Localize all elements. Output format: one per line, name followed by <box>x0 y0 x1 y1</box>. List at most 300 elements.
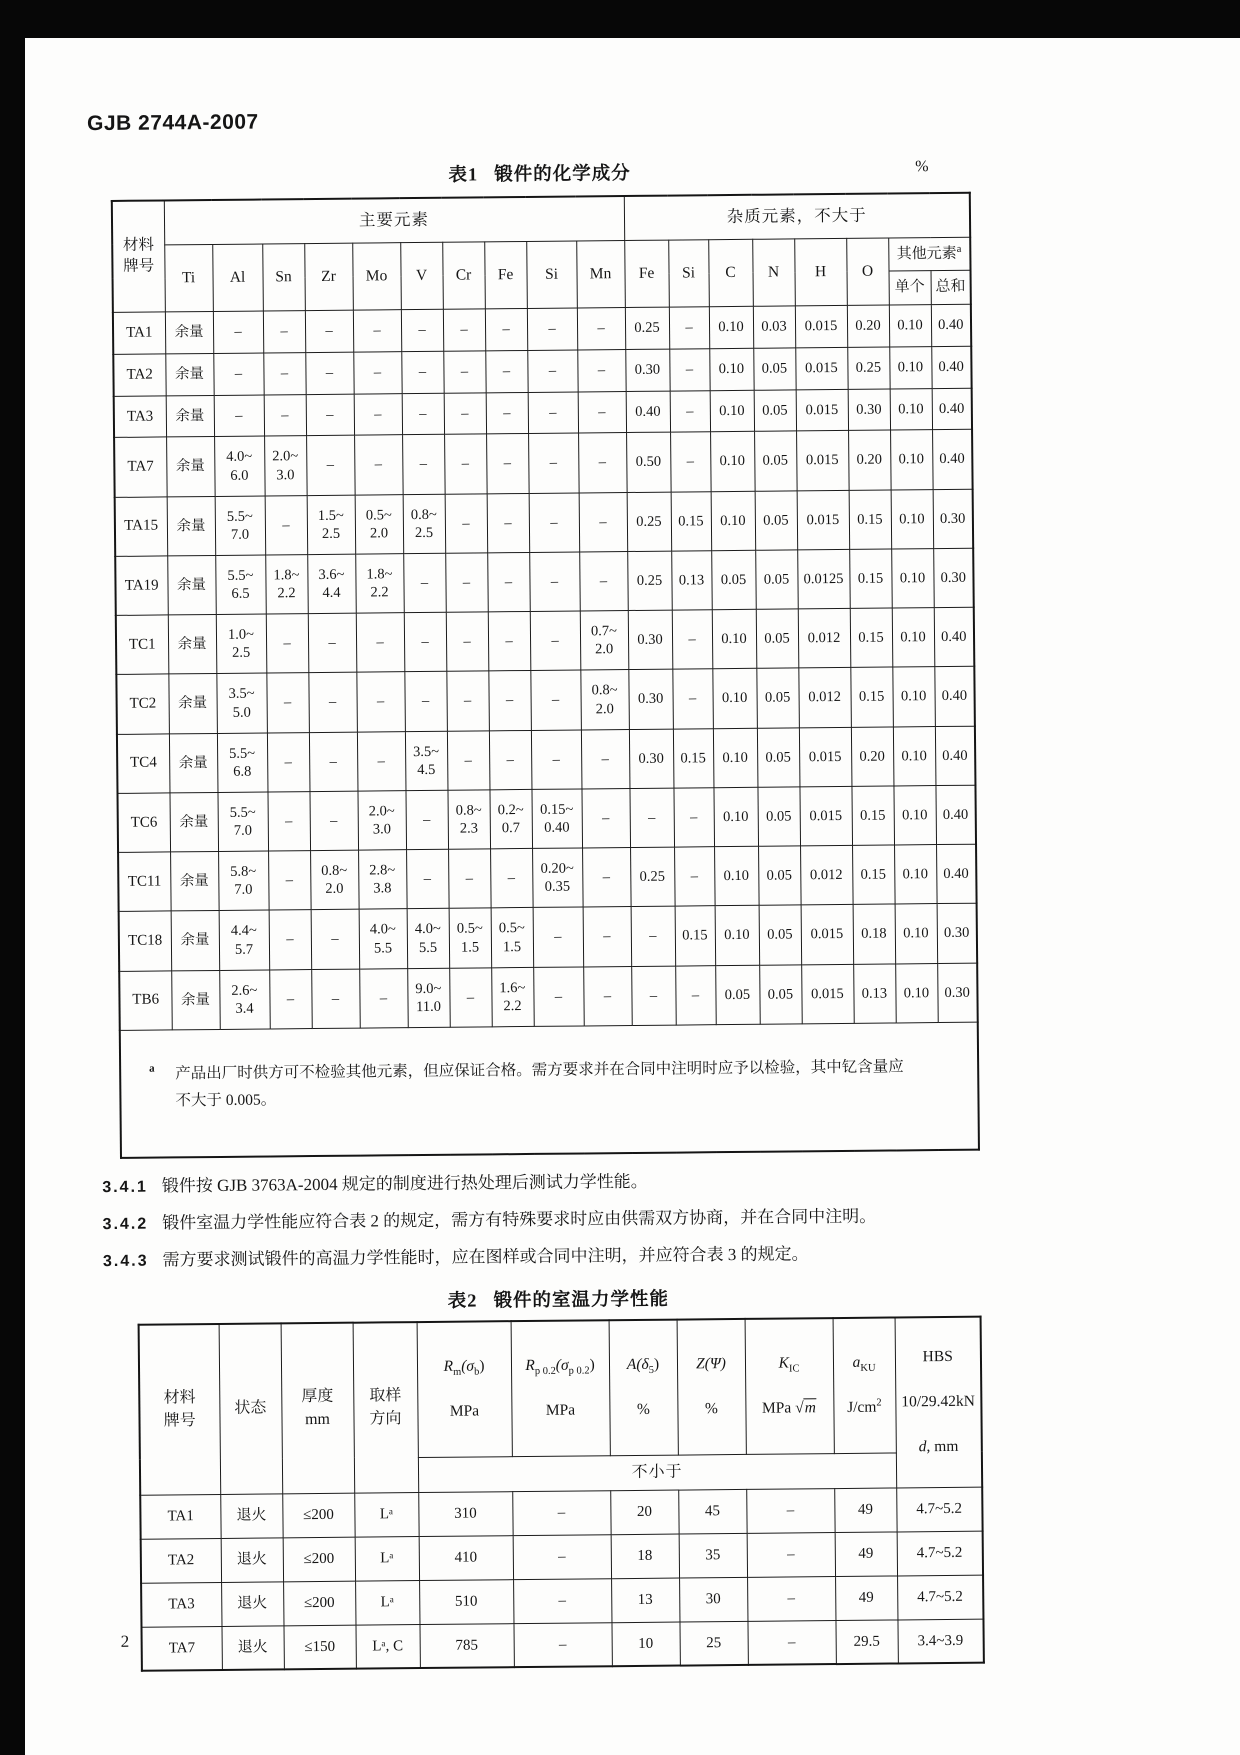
data-cell: – <box>265 495 308 555</box>
data-cell: 9.0~ 11.0 <box>407 968 450 1028</box>
data-cell: 13 <box>611 1578 679 1622</box>
data-cell: ≤200 <box>283 1537 355 1581</box>
data-cell: 0.05 <box>755 550 798 610</box>
data-cell: 1.6~ 2.2 <box>491 967 534 1027</box>
data-cell: 0.15 <box>851 786 894 846</box>
data-cell: 余量 <box>169 733 218 793</box>
table1-header-main-elements: 主要元素 <box>164 196 624 245</box>
data-cell: 310 <box>418 1492 512 1537</box>
data-cell: 0.5~ 2.0 <box>355 494 404 554</box>
data-cell: – <box>214 395 264 437</box>
table1-footnote <box>120 1022 979 1158</box>
footnote-marker: a <box>149 1062 155 1075</box>
data-cell: 0.15 <box>852 845 895 905</box>
data-cell: 0.18 <box>853 904 896 964</box>
data-cell: – <box>402 435 445 495</box>
data-cell: 0.8~ 2.0 <box>580 670 629 730</box>
table-row <box>115 489 974 556</box>
table-row <box>141 1619 983 1671</box>
data-cell: – <box>447 730 490 790</box>
data-cell: ≤200 <box>282 1493 354 1537</box>
material-grade-cell: TC6 <box>117 793 170 853</box>
data-cell: 25 <box>679 1621 747 1666</box>
data-cell: 余量 <box>171 970 220 1030</box>
data-cell: – <box>213 311 263 353</box>
table2-header-direction: 取样 方向 <box>353 1322 419 1493</box>
material-grade-cell: TC18 <box>119 911 172 971</box>
data-cell: 2.8~ 3.8 <box>358 850 407 910</box>
data-cell: 45 <box>678 1490 746 1534</box>
data-cell: 5.5~ 6.8 <box>217 733 268 793</box>
footnote-text: 产品出厂时供方可不检验其他元素，但应保证合格。需方要求并在合同中注明时应予以检验，其中钇含量应 不大于 0.005。 <box>175 1058 904 1110</box>
data-cell: – <box>445 493 488 553</box>
data-cell: – <box>513 1535 611 1580</box>
data-cell: 0.5~ 1.5 <box>491 908 534 968</box>
data-cell: 0.10 <box>710 432 755 492</box>
data-cell: – <box>530 611 581 671</box>
data-cell: 0.40 <box>936 844 977 904</box>
data-cell: – <box>446 612 489 672</box>
data-cell: 0.25 <box>630 847 675 907</box>
data-cell: 35 <box>679 1533 747 1577</box>
data-cell: 0.015 <box>801 905 854 965</box>
data-cell: 0.25 <box>625 307 669 349</box>
table2-header-row <box>139 1317 982 1460</box>
data-cell: 0.15 <box>849 490 892 550</box>
data-cell: 0.20 <box>847 305 889 347</box>
clause-number: 3.4.3 <box>102 1252 149 1270</box>
data-cell: 0.10 <box>712 669 757 729</box>
data-cell: 10 <box>611 1622 679 1667</box>
clause-number: 3.4.1 <box>102 1178 148 1197</box>
data-cell: 余量 <box>167 496 216 556</box>
data-cell: 1.8~ 2.2 <box>265 554 308 614</box>
data-cell: 0.40 <box>934 667 975 727</box>
data-cell: – <box>487 552 530 612</box>
data-cell: 4.0~ 6.0 <box>214 436 265 496</box>
material-grade-cell: TA1 <box>113 312 165 354</box>
data-cell: – <box>579 551 628 611</box>
table1-title-bar <box>110 156 968 190</box>
data-cell: 余量 <box>167 555 216 615</box>
table-row <box>119 963 978 1030</box>
data-cell: 0.15 <box>671 491 712 551</box>
table1-header-other-elements: 其他元素$^a$ <box>888 237 970 272</box>
table1-header-Sn: Sn <box>262 243 305 311</box>
data-cell: – <box>263 311 305 353</box>
data-cell: 4.7~5.2 <box>897 1531 983 1576</box>
data-cell: – <box>269 910 312 970</box>
data-cell: 0.05 <box>754 431 797 491</box>
data-cell: 49 <box>835 1532 897 1576</box>
table1-header-Si: Si <box>526 241 577 309</box>
data-cell: 0.10 <box>892 608 935 668</box>
data-cell: 49 <box>835 1576 897 1620</box>
data-cell: 0.015 <box>799 727 852 787</box>
data-cell: – <box>445 553 488 613</box>
data-cell: – <box>631 966 676 1026</box>
data-cell: 退火 <box>221 1538 283 1582</box>
data-cell: 4.0~ 5.5 <box>407 909 450 969</box>
data-cell: 0.03 <box>753 306 795 348</box>
data-cell: 余量 <box>166 437 215 497</box>
data-cell: – <box>444 434 487 494</box>
data-cell: 2.0~ 3.0 <box>264 436 307 496</box>
table-row <box>116 667 975 734</box>
data-cell: – <box>530 670 581 730</box>
data-cell: – <box>527 350 577 392</box>
data-cell: 0.10 <box>890 430 933 490</box>
data-cell: 0.15 <box>849 549 892 609</box>
data-cell: 30 <box>679 1577 747 1621</box>
data-cell: – <box>578 391 626 433</box>
table2-header-rm: $R_m(\sigma_b)$ MPa <box>417 1321 512 1457</box>
data-cell: – <box>401 309 443 351</box>
paragraph-3-4-1 <box>102 1166 1142 1199</box>
table1-header-Ti: Ti <box>164 244 213 312</box>
data-cell: 0.2~ 0.7 <box>489 789 532 849</box>
table1-unit-label: % <box>915 158 929 176</box>
table2-header-aku: $a_{KU}$ $J/cm^2$ <box>833 1317 896 1453</box>
data-cell: 余量 <box>166 395 214 437</box>
table-row <box>115 548 974 615</box>
data-cell: 5.8~ 7.0 <box>218 851 269 911</box>
data-cell: 0.05 <box>756 668 799 728</box>
data-cell: 0.015 <box>796 431 849 491</box>
data-cell: 余量 <box>168 674 217 734</box>
table1-header-material: 材料 牌号 <box>112 200 165 312</box>
data-cell: 退火 <box>221 1582 283 1626</box>
data-cell: – <box>449 967 492 1027</box>
data-cell: 0.15 <box>850 667 893 727</box>
material-grade-cell: TC11 <box>118 852 171 912</box>
data-cell: – <box>308 672 357 732</box>
table1-title: 表1 锻件的化学成分 <box>448 163 631 186</box>
data-cell: 0.25 <box>847 347 889 389</box>
clause-number: 3.4.2 <box>102 1215 149 1234</box>
data-cell: – <box>583 966 632 1026</box>
data-cell: – <box>672 610 713 670</box>
data-cell: – <box>443 351 485 393</box>
data-cell: 退火 <box>221 1625 283 1670</box>
data-cell: 0.015 <box>796 389 848 431</box>
data-cell: 余量 <box>168 615 217 675</box>
data-cell: – <box>512 1491 610 1536</box>
data-cell: – <box>577 349 625 391</box>
data-cell: – <box>405 790 448 850</box>
data-cell: 0.40 <box>935 726 976 786</box>
data-cell: 0.015 <box>795 347 847 389</box>
data-cell: 4.4~ 5.7 <box>219 910 270 970</box>
table2-header-kic: $K_{IC}$ MPa √m <box>745 1318 834 1454</box>
data-cell: 0.13 <box>853 964 896 1024</box>
data-cell: – <box>308 613 357 673</box>
data-cell: 余量 <box>169 792 218 852</box>
data-cell: 0.05 <box>757 728 800 788</box>
data-cell: – <box>404 672 447 732</box>
data-cell: – <box>264 394 306 436</box>
table1-header-H: H <box>794 238 847 306</box>
data-cell: – <box>269 969 312 1029</box>
data-cell: 0.10 <box>891 489 934 549</box>
data-cell: 0.05 <box>754 390 796 432</box>
data-cell: – <box>527 308 577 350</box>
data-cell: – <box>444 392 486 434</box>
data-cell: 2.0~ 3.0 <box>357 791 406 851</box>
data-cell: 0.10 <box>714 846 759 906</box>
data-cell: 0.30 <box>937 963 978 1023</box>
material-grade-cell: TC4 <box>117 734 170 794</box>
data-cell: – <box>581 729 630 789</box>
data-cell: – <box>747 1533 835 1578</box>
table1-header-Fe-impurity: Fe <box>624 240 669 308</box>
table1-header-single: 单个 <box>889 271 931 305</box>
data-cell: 0.10 <box>889 346 931 388</box>
table2-header-thickness: 厚度 mm <box>281 1323 355 1494</box>
data-cell: 0.7~ 2.0 <box>580 611 629 671</box>
data-cell: – <box>448 849 491 909</box>
data-cell: 1.5~ 2.5 <box>307 495 356 555</box>
table1-header-impurity-elements: 杂质元素，不大于 <box>624 193 970 240</box>
data-cell: 0.012 <box>800 845 853 905</box>
data-cell: 1.0~ 2.5 <box>216 614 267 674</box>
data-cell: 410 <box>419 1536 513 1581</box>
data-cell: – <box>213 353 263 395</box>
data-cell: 0.20 <box>848 430 891 490</box>
material-grade-cell: TB6 <box>119 971 172 1031</box>
data-cell: – <box>485 350 527 392</box>
data-cell: 4.0~ 5.5 <box>359 909 408 969</box>
data-cell: – <box>401 351 443 393</box>
data-cell: – <box>266 614 309 674</box>
data-cell: – <box>357 731 406 791</box>
data-cell: 0.40 <box>931 346 971 388</box>
clause-text: 需方要求测试锻件的高温力学性能时，应在图样或合同中注明，并应符合表 3 的规定。 <box>162 1244 809 1270</box>
table1-header-total: 总和 <box>931 271 971 305</box>
table1-header-Mo: Mo <box>352 242 401 310</box>
material-grade-cell: TA1 <box>140 1495 220 1540</box>
data-cell: – <box>533 907 584 967</box>
data-cell: – <box>486 434 529 494</box>
data-cell: 3.5~ 4.5 <box>405 731 448 791</box>
table1-header-Fe: Fe <box>484 241 527 309</box>
table-row <box>119 904 978 971</box>
table1-element-symbol-row <box>112 237 970 279</box>
data-cell: 0.10 <box>709 306 753 348</box>
table1-header-N: N <box>752 239 795 307</box>
data-cell: 0.10 <box>712 609 757 669</box>
data-cell: – <box>311 909 360 969</box>
table1-header-O: O <box>846 238 889 306</box>
data-cell: 785 <box>419 1623 513 1668</box>
data-cell: – <box>579 492 628 552</box>
data-cell: 29.5 <box>835 1620 897 1665</box>
data-cell: 0.05 <box>757 787 800 847</box>
paragraph-3-4-3 <box>103 1240 1143 1273</box>
data-cell: 余量 <box>165 353 213 395</box>
data-cell: – <box>403 553 446 613</box>
data-cell: – <box>489 730 532 790</box>
data-cell: – <box>488 671 531 731</box>
data-cell: 0.25 <box>627 492 672 552</box>
data-cell: – <box>583 907 632 967</box>
data-cell: – <box>631 906 676 966</box>
data-cell: – <box>529 493 580 553</box>
data-cell: 0.13 <box>671 551 712 611</box>
data-cell: – <box>669 349 709 391</box>
table1-header-Zr: Zr <box>304 243 353 311</box>
table1-header-V: V <box>400 242 443 310</box>
data-cell: – <box>675 965 716 1025</box>
data-cell: 0.8~ 2.3 <box>447 790 490 850</box>
data-cell: – <box>306 436 355 496</box>
data-cell: 0.50 <box>626 432 671 492</box>
data-cell: 余量 <box>165 312 213 354</box>
data-cell: 0.05 <box>756 609 799 669</box>
data-cell: 余量 <box>171 911 220 971</box>
data-cell: 0.15 <box>675 906 716 966</box>
data-cell: 0.20 <box>851 727 894 787</box>
data-cell: 0.20~ 0.35 <box>532 848 583 908</box>
data-cell: 0.10 <box>715 906 760 966</box>
data-cell: – <box>674 847 715 907</box>
table2-header-material: 材料 牌号 <box>139 1324 221 1496</box>
data-cell: 0.30 <box>629 729 674 789</box>
data-cell: 0.40 <box>626 391 670 433</box>
data-cell: 0.10 <box>894 845 937 905</box>
data-cell: 4.7~5.2 <box>897 1575 983 1620</box>
table-row <box>117 785 976 852</box>
data-cell: – <box>669 307 709 349</box>
data-cell: 0.5~ 1.5 <box>449 908 492 968</box>
data-cell: – <box>359 968 408 1028</box>
data-cell: 0.0125 <box>797 549 850 609</box>
table-row <box>114 430 973 497</box>
data-cell: – <box>531 730 582 790</box>
footnote-ref-superscript: a <box>956 243 962 255</box>
data-cell: 0.05 <box>715 965 760 1025</box>
data-cell: – <box>528 392 578 434</box>
material-grade-cell: TC2 <box>116 674 169 734</box>
data-cell: – <box>581 788 630 848</box>
data-cell: – <box>747 1620 835 1665</box>
data-cell: 1.8~ 2.2 <box>355 554 404 614</box>
data-cell: 0.8~ 2.0 <box>310 850 359 910</box>
data-cell: 余量 <box>170 852 219 912</box>
data-cell: – <box>529 552 580 612</box>
data-cell: 0.30 <box>933 548 974 608</box>
data-cell: 0.05 <box>759 964 802 1024</box>
data-cell: 0.15 <box>673 728 714 788</box>
data-cell: ≤200 <box>283 1581 355 1625</box>
data-cell: 0.10 <box>892 667 935 727</box>
table2-header-elongation: $A(\delta_5)$ % <box>609 1320 678 1456</box>
data-cell: 0.012 <box>798 668 851 728</box>
data-cell: 0.30 <box>848 389 890 431</box>
table-row <box>118 844 977 911</box>
data-cell: – <box>513 1579 611 1624</box>
table2-not-less-than: 不小于 <box>418 1453 896 1493</box>
data-cell: – <box>268 851 311 911</box>
material-grade-cell: TA2 <box>113 354 165 396</box>
data-cell: 0.30 <box>937 904 978 964</box>
data-cell: 5.5~ 6.5 <box>215 555 266 615</box>
data-cell: 0.10 <box>893 785 936 845</box>
data-cell: 0.30 <box>628 610 673 670</box>
data-cell: 0.015 <box>799 786 852 846</box>
data-cell: – <box>672 669 713 729</box>
data-cell: – <box>629 788 674 848</box>
data-cell: 0.10 <box>895 904 938 964</box>
data-cell: – <box>305 352 353 394</box>
data-cell: 0.05 <box>759 905 802 965</box>
data-cell: – <box>354 435 403 495</box>
table1-header-Si-impurity: Si <box>668 239 709 307</box>
data-cell: – <box>746 1489 834 1534</box>
data-cell: – <box>305 310 353 352</box>
standard-code: GJB 2744A-2007 <box>86 110 259 136</box>
data-cell: Lᵃ <box>355 1580 419 1624</box>
data-cell: – <box>406 849 449 909</box>
data-cell: 49 <box>834 1488 896 1532</box>
data-cell: 0.10 <box>713 787 758 847</box>
data-cell: 0.05 <box>711 550 756 610</box>
data-cell: – <box>404 612 447 672</box>
material-grade-cell: TA3 <box>114 396 166 438</box>
table1-header-Cr: Cr <box>442 242 485 310</box>
table1-header-C: C <box>708 239 753 307</box>
data-cell: 0.05 <box>755 491 798 551</box>
table-row <box>116 607 975 674</box>
data-cell: – <box>446 671 489 731</box>
data-cell: – <box>402 393 444 435</box>
data-cell: – <box>486 392 528 434</box>
table2-title-bar <box>137 1282 979 1316</box>
data-cell: 3.5~ 5.0 <box>216 673 267 733</box>
data-cell: 3.4~3.9 <box>897 1619 983 1664</box>
data-cell: 0.10 <box>890 388 932 430</box>
material-grade-cell: TA19 <box>115 556 168 616</box>
table2-header-state: 状态 <box>219 1323 283 1494</box>
data-cell: – <box>353 352 401 394</box>
data-cell: – <box>490 849 533 909</box>
data-cell: – <box>670 390 710 432</box>
data-cell: – <box>267 732 310 792</box>
data-cell: 0.012 <box>798 609 851 669</box>
data-cell: – <box>513 1622 611 1667</box>
data-cell: 0.8~ 2.5 <box>403 494 446 554</box>
data-cell: 0.10 <box>889 305 931 347</box>
data-cell: 5.5~ 7.0 <box>217 792 268 852</box>
data-cell: 3.6~ 4.4 <box>307 554 356 614</box>
data-cell: – <box>485 309 527 351</box>
data-cell: – <box>747 1576 835 1621</box>
data-cell: 0.015 <box>801 964 854 1024</box>
material-grade-cell: TC1 <box>116 615 169 675</box>
data-cell: 0.40 <box>931 304 971 346</box>
data-cell: 0.30 <box>628 669 673 729</box>
material-grade-cell: TA7 <box>141 1626 221 1671</box>
data-cell: – <box>487 493 530 553</box>
data-cell: – <box>311 969 360 1029</box>
data-cell: 2.6~ 3.4 <box>219 970 270 1030</box>
data-cell: 4.7~5.2 <box>896 1487 982 1532</box>
table2-header-reduction: Z(Ψ) % <box>677 1319 746 1455</box>
data-cell: 0.015 <box>795 306 847 348</box>
data-cell: 0.10 <box>891 548 934 608</box>
data-cell: 0.10 <box>711 491 756 551</box>
material-grade-cell: TA15 <box>115 497 168 557</box>
